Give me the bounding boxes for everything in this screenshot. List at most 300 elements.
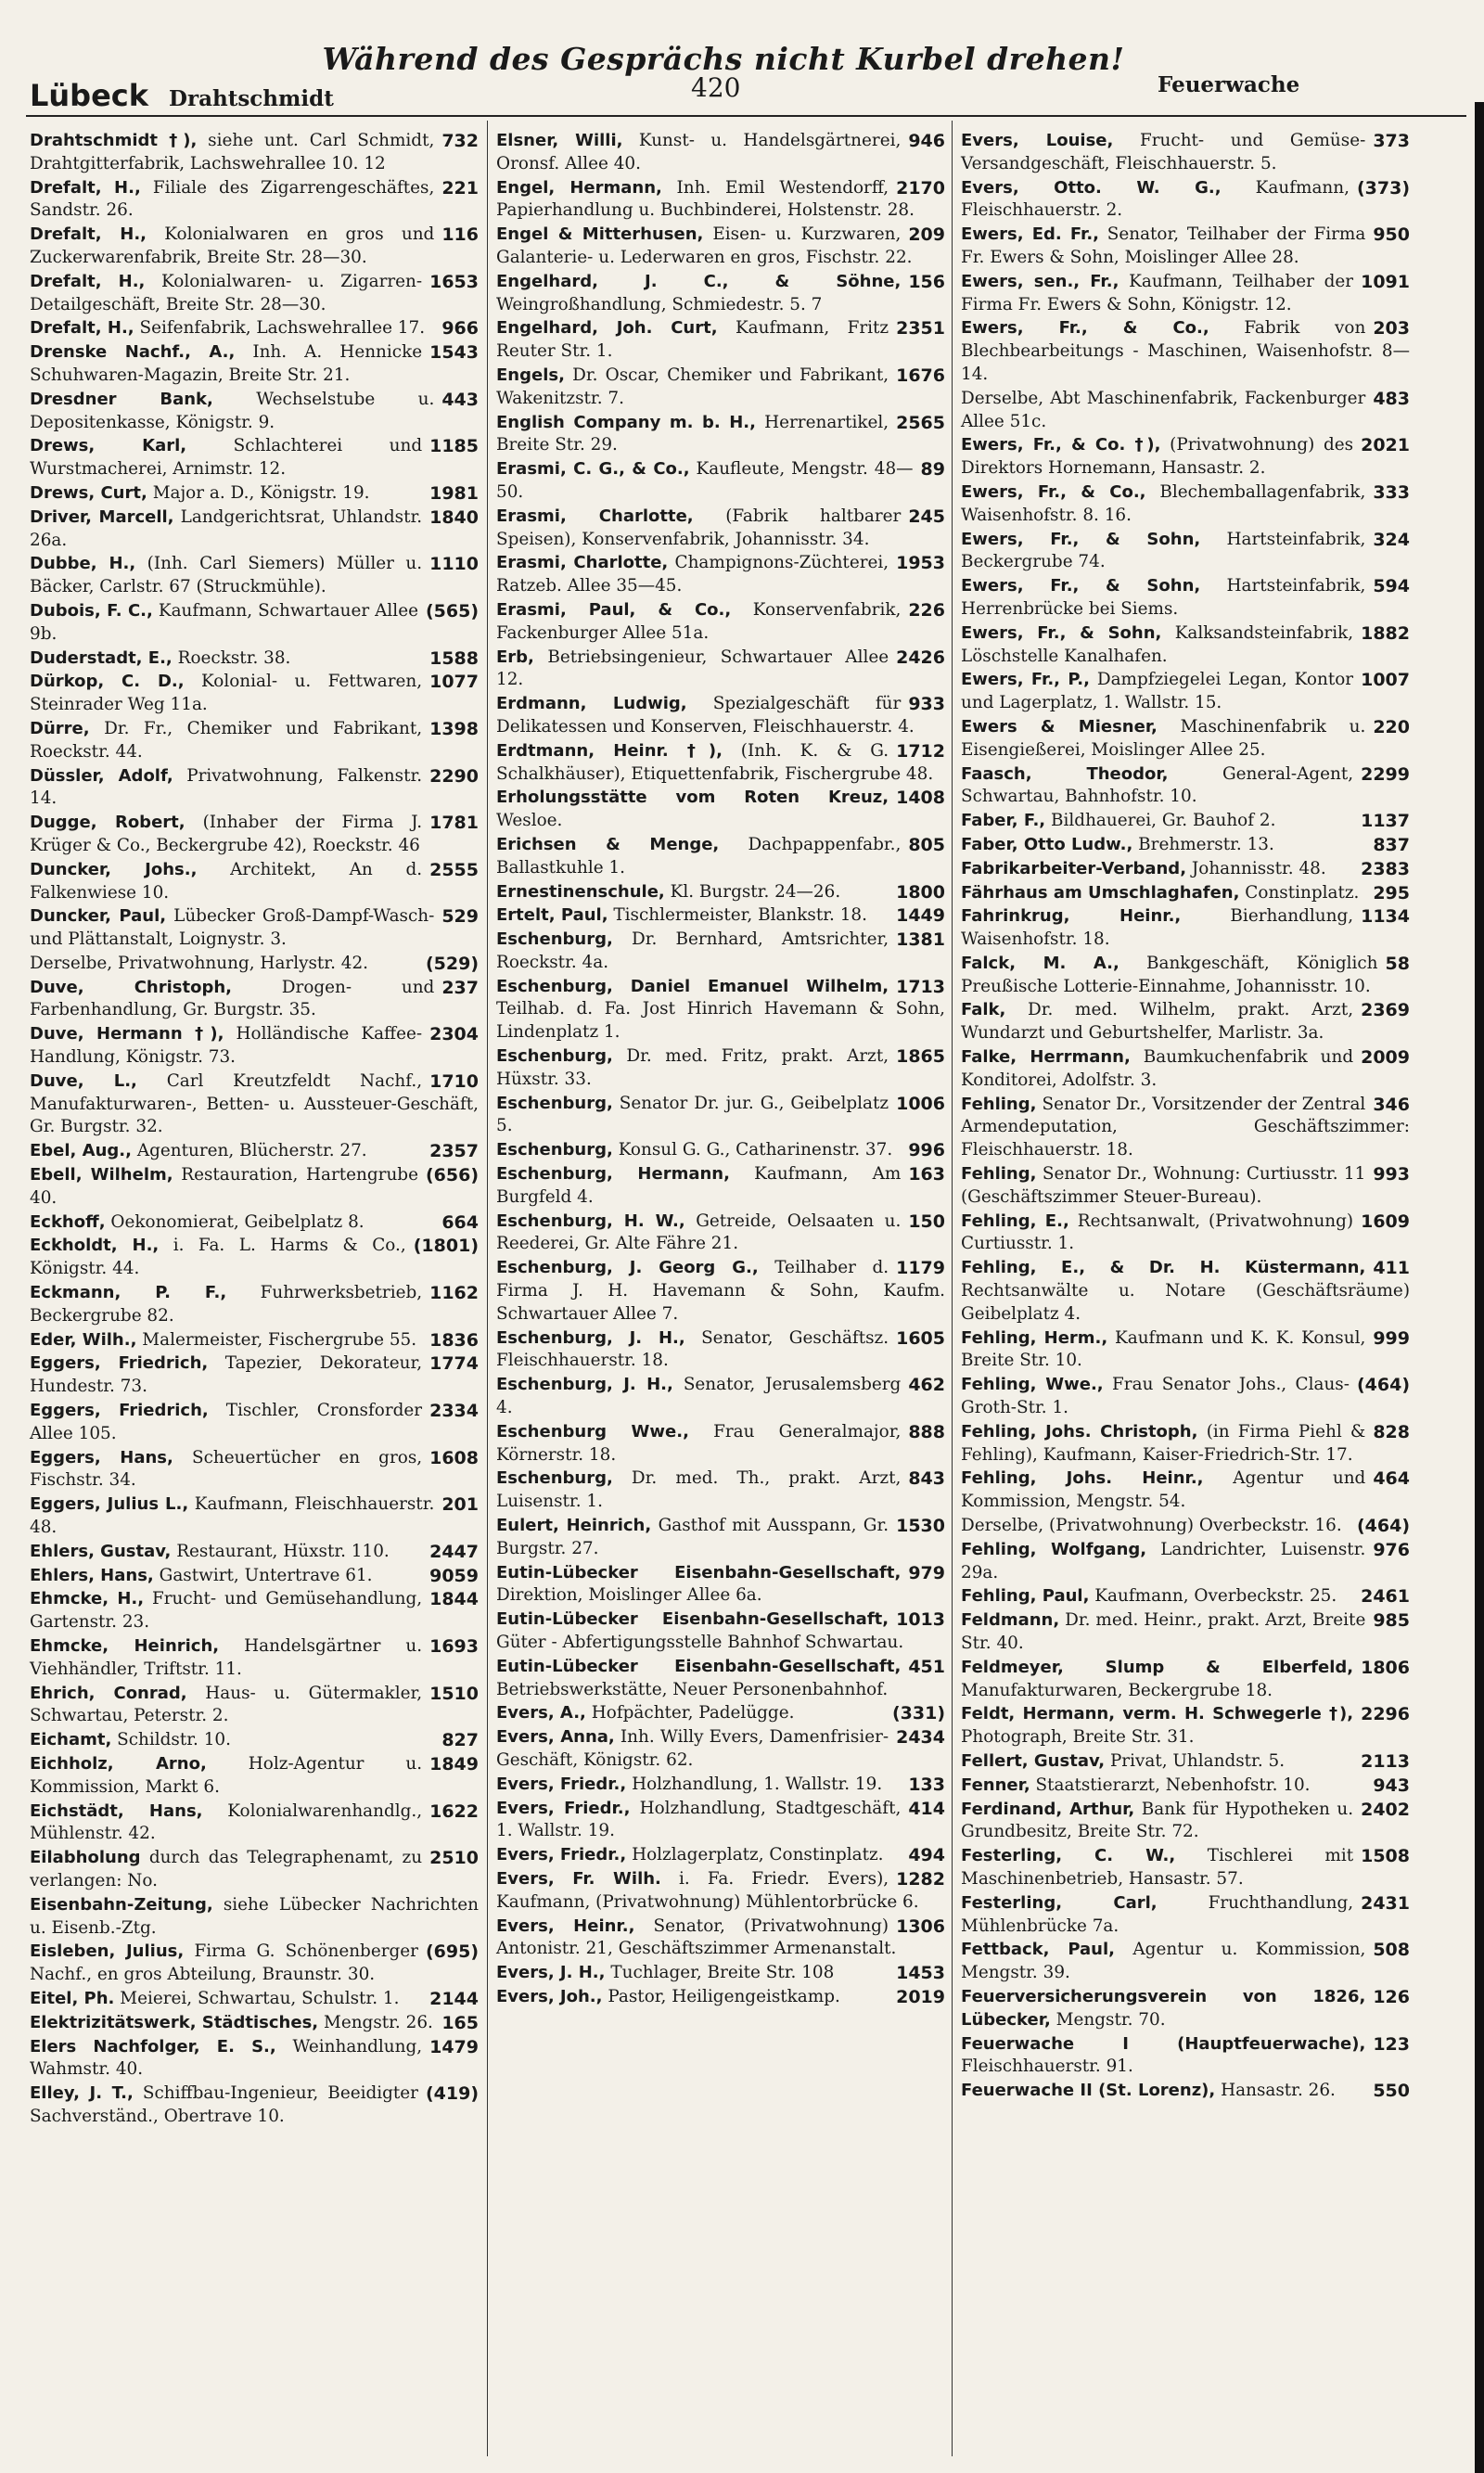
entry-name: Festerling, Carl,	[961, 1892, 1158, 1913]
phone-number: 805	[908, 834, 945, 855]
entry-details: Holländische Kaffee-Handlung, Königstr. 73.	[30, 1024, 423, 1068]
entry-name: Dubbe, H.,	[30, 554, 136, 574]
entry-details: Kaufmann, Fritz Reuter Str. 1.	[496, 318, 889, 362]
entry-name: Eschenburg,	[496, 1046, 613, 1067]
phone-number: 346	[1373, 1094, 1410, 1115]
entry-details: Eisen- u. Kurzwaren, Galanterie- u. Lederwaren en gros, Fischstr. 22.	[496, 224, 913, 267]
directory-entry	[961, 953, 1410, 999]
entry-details: Dr. Fr., Chemiker und Fabrikant, Roeckstr. 44.	[30, 718, 423, 762]
entry-details: Scheuertücher en gros, Fischstr. 34.	[30, 1447, 423, 1491]
phone-number: 732	[441, 131, 479, 151]
entry-details: Landgerichtsrat, Uhlandstr. 26a.	[30, 506, 423, 550]
directory-entry	[30, 718, 479, 764]
entry-name: Ewers, Fr., & Sohn,	[961, 622, 1162, 643]
directory-entry	[30, 435, 479, 481]
entry-details: Fabrik von Blechbearbeitungs - Maschinen, Waisenhofstr. 8—14.	[961, 318, 1410, 384]
entry-details: Maschinenfabrik u. Eisengießerei, Moislinger Allee 25.	[961, 716, 1366, 760]
directory-entry	[961, 130, 1410, 176]
phone-number: 201	[441, 1494, 479, 1516]
entry-details: Tischlermeister, Blankstr. 18.	[613, 905, 867, 926]
directory-entry	[496, 1608, 945, 1655]
entry-details: Hofpächter, Padelügge.	[591, 1703, 795, 1723]
directory-entry	[30, 1753, 479, 1800]
entry-details: Champignons-Züchterei, Ratzeb. Allee 35—45.	[496, 553, 889, 596]
entry-details: Konservenfabrik, Fackenburger Allee 51a.	[496, 599, 902, 643]
entry-name: Eggers, Hans,	[30, 1447, 173, 1467]
directory-entry	[30, 647, 479, 671]
entry-details: Dr. med. Th., prakt. Arzt, Luisenstr. 1.	[496, 1468, 902, 1512]
phone-number: 996	[908, 1140, 945, 1161]
directory-entry	[961, 1257, 1410, 1326]
entry-name: Eschenburg, Hermann,	[496, 1164, 730, 1185]
entry-name: Evers, Fr. Wilh.	[496, 1868, 661, 1889]
entry-name: Ebel, Aug.,	[30, 1141, 132, 1161]
directory-entry	[961, 575, 1410, 621]
entry-name: Evers, Friedr.,	[496, 1798, 631, 1818]
entry-name: Evers, Anna,	[496, 1727, 615, 1748]
phone-number: 1179	[896, 1258, 945, 1279]
directory-entry	[30, 1400, 479, 1446]
entry-details: Derselbe, (Privatwohnung) Overbeckstr. 16.	[961, 1516, 1342, 1536]
phone-number: 126	[1373, 1986, 1410, 2007]
directory-entry	[30, 1729, 479, 1752]
directory-entry	[961, 905, 1410, 952]
directory-entry	[30, 859, 479, 905]
phone-number: 1543	[429, 342, 479, 364]
entry-name: Eschenburg Wwe.,	[496, 1421, 689, 1442]
entry-details: Dampfziegelei Legan, Kontor und Lagerplatz, 1. Wallstr. 15.	[961, 670, 1354, 713]
entry-details: (Inh. Carl Siemers) Müller u. Bäcker, Carlstr. 67 (Struckmühle).	[30, 554, 423, 597]
entry-name: Fehling, Wolfgang,	[961, 1539, 1147, 1559]
entry-details: Dr. Oscar, Chemiker und Fabrikant, Wakenitzstr. 7.	[496, 365, 889, 408]
entry-details: Getreide, Oelsaaten u. Reederei, Gr. Alte Fähre 21.	[496, 1211, 902, 1254]
phone-number: (695)	[425, 1941, 479, 1963]
phone-number: 2144	[429, 1988, 479, 2009]
directory-entry	[496, 647, 945, 693]
directory-entry	[961, 1327, 1410, 1374]
entry-name: Falk,	[961, 1000, 1006, 1020]
entry-name: Drenske Nachf., A.,	[30, 342, 236, 363]
directory-entry	[496, 1562, 945, 1608]
directory-entry	[496, 1327, 945, 1374]
phone-number: 494	[908, 1845, 945, 1866]
entry-name: Elsner, Willi,	[496, 131, 623, 150]
entry-details: Senator, (Privatwohnung) Antonistr. 21, Geschäftszimmer Armenanstalt.	[496, 1916, 897, 1959]
directory-entry	[961, 2033, 1410, 2080]
scan-edge	[1475, 102, 1484, 2473]
directory-entry	[496, 740, 945, 787]
entry-details: Blechemballagenfabrik, Waisenhofstr. 8. 16.	[961, 481, 1366, 525]
phone-number: (529)	[425, 953, 479, 974]
entry-name: Feldt, Hermann, verm. H. Schwegerle †),	[961, 1704, 1354, 1724]
phone-number: (373)	[1356, 177, 1410, 199]
entry-name: Eckmann, P. F.,	[30, 1283, 227, 1303]
directory-entry	[496, 1045, 945, 1092]
entry-name: Drefalt, H.,	[30, 224, 147, 245]
directory-entry	[961, 1703, 1410, 1749]
directory-entry	[30, 317, 479, 340]
entry-name: Fehling, Johs. Christoph,	[961, 1421, 1198, 1442]
entry-details: (Privatwohnung) des Direktors Hornemann, Hansastr. 2.	[961, 435, 1354, 479]
entry-details: Rechtsanwalt, (Privatwohnung) Curtiusstr. 1.	[961, 1211, 1354, 1254]
directory-entry	[961, 1939, 1410, 1985]
entry-details: Kalksandsteinfabrik, Löschstelle Kanalhafen.	[961, 622, 1354, 666]
entry-name: Ertelt, Paul,	[496, 905, 608, 926]
directory-entry	[30, 1941, 479, 1987]
phone-number: 1844	[429, 1589, 479, 1610]
directory-entry	[961, 1539, 1410, 1585]
phone-number: 1449	[896, 905, 945, 927]
directory-entry	[961, 388, 1410, 434]
phone-number: 1007	[1361, 670, 1410, 691]
phone-number: 411	[1373, 1258, 1410, 1279]
column-1	[30, 130, 479, 2130]
entry-details: durch das Telegraphenamt, zu verlangen: No.	[30, 1848, 423, 1890]
directory-entry	[496, 976, 945, 1044]
entry-details: Schlachterei und Wurstmacherei, Arnimstr. 12.	[30, 436, 423, 480]
column-2	[496, 130, 945, 2010]
entry-name: Erdtmann, Heinr. †),	[496, 740, 723, 761]
directory-entry	[30, 506, 479, 553]
directory-entry	[30, 1800, 479, 1847]
directory-entry	[30, 1894, 479, 1941]
entry-name: Feldmeyer, Slump & Elberfeld,	[961, 1657, 1354, 1677]
phone-number: 203	[1373, 318, 1410, 340]
directory-entry	[961, 1046, 1410, 1093]
entry-details: Bank für Hypotheken u. Grundbesitz, Breite Str. 72.	[961, 1799, 1354, 1842]
entry-name: Erichsen & Menge,	[496, 834, 720, 854]
directory-entry	[30, 1070, 479, 1139]
page-slogan: Während des Gesprächs nicht Kurbel drehen!	[322, 41, 1125, 77]
entry-name: Ehmcke, H.,	[30, 1589, 145, 1609]
directory-entry	[496, 1774, 945, 1797]
entry-name: Eulert, Heinrich,	[496, 1516, 652, 1536]
entry-details: Spezialgeschäft für Delikatessen und Konserven, Fleischhauerstr. 4.	[496, 694, 915, 737]
entry-details: Teilhaber d. Firma J. H. Havemann & Sohn, Kaufm. Schwartauer Allee 7.	[496, 1258, 945, 1324]
entry-details: Agentur u. Kommission, Mengstr. 39.	[961, 1940, 1366, 1983]
entry-name: Fehling, Wwe.,	[961, 1375, 1104, 1395]
entry-name: Falke, Herrmann,	[961, 1047, 1131, 1068]
entry-details: Constinplatz.	[1245, 882, 1360, 903]
directory-entry	[30, 1352, 479, 1399]
entry-details: Weingroßhandlung, Schmiedestr. 5. 7	[496, 294, 823, 314]
phone-number: 2447	[429, 1541, 479, 1562]
directory-entry	[30, 341, 479, 388]
entry-details: Derselbe, Privatwohnung, Harlystr. 42.	[30, 953, 369, 973]
entry-name: Eutin-Lübecker Eisenbahn-Gesellschaft,	[496, 1656, 902, 1676]
directory-entry	[30, 953, 479, 976]
entry-details: Kaufmann, Schwartauer Allee 9b.	[30, 600, 418, 644]
entry-name: Eutin-Lübecker Eisenbahn-Gesellschaft,	[496, 1609, 889, 1630]
entry-details: Restaurant, Hüxstr. 110.	[176, 1541, 390, 1561]
entry-details: Derselbe, Abt Maschinenfabrik, Fackenburger Allee 51c.	[961, 388, 1366, 431]
entry-details: Tischler, Cronsforder Allee 105.	[30, 1401, 423, 1443]
phone-number: 1840	[429, 506, 479, 528]
directory-entry	[961, 481, 1410, 528]
phone-number: 89	[920, 459, 945, 481]
entry-details: Seifenfabrik, Lachswehrallee 17.	[139, 318, 426, 339]
entry-details: Manufakturwaren, Beckergrube 18.	[961, 1680, 1273, 1700]
entry-details: Gasthof mit Ausspann, Gr. Burgstr. 27.	[496, 1516, 889, 1558]
directory-entry	[30, 765, 479, 812]
directory-entry	[496, 552, 945, 598]
directory-entry	[496, 929, 945, 975]
entry-name: Feldmann,	[961, 1610, 1060, 1631]
phone-number: 2009	[1361, 1047, 1410, 1069]
phone-number: 165	[441, 2012, 479, 2033]
directory-entry	[961, 1467, 1410, 1514]
phone-number: 2304	[429, 1024, 479, 1045]
phone-number: 550	[1373, 2081, 1410, 2102]
phone-number: 1013	[896, 1609, 945, 1631]
directory-entry	[30, 1282, 479, 1328]
entry-details: Architekt, An d. Falkenwiese 10.	[30, 859, 423, 903]
directory-entry	[961, 1211, 1410, 1257]
entry-details: Kl. Burgstr. 24—26.	[670, 881, 841, 902]
entry-name: Duve, Christoph,	[30, 977, 233, 997]
phone-number: 1381	[896, 929, 945, 951]
phone-number: 1609	[1361, 1211, 1410, 1232]
entry-name: Engelhard, Joh. Curt,	[496, 318, 718, 339]
entry-name: Ewers, Fr., & Sohn,	[961, 576, 1201, 596]
entry-details: Restauration, Hartengrube 40.	[30, 1165, 418, 1208]
phone-number: 1137	[1361, 811, 1410, 832]
entry-details: Senator Dr., Wohnung: Curtiusstr. 11 (Geschäftszimmer Steuer-Bureau).	[961, 1164, 1366, 1207]
entry-details: Dr. med. Heinr., prakt. Arzt, Breite Str. 40.	[961, 1610, 1366, 1653]
directory-entry	[496, 693, 945, 739]
directory-entry	[961, 529, 1410, 575]
directory-entry	[961, 1585, 1410, 1608]
directory-entry	[30, 130, 479, 176]
directory-entry	[961, 177, 1410, 224]
entry-name: Fehling,	[961, 1094, 1037, 1114]
directory-entry	[496, 1868, 945, 1915]
entry-name: Eggers, Friedrich,	[30, 1353, 209, 1374]
header-rule	[26, 115, 1466, 117]
directory-entry	[496, 599, 945, 646]
entry-details: Hansastr. 26.	[1221, 2081, 1336, 2101]
directory-entry	[961, 834, 1410, 857]
entry-name: Evers, Friedr.,	[496, 1774, 627, 1794]
entry-name: Erholungsstätte vom Roten Kreuz,	[496, 788, 889, 808]
phone-number: 837	[1373, 834, 1410, 855]
entry-name: Duncker, Paul,	[30, 906, 167, 927]
directory-entry	[30, 1140, 479, 1163]
phone-number: 237	[441, 977, 479, 998]
entry-details: Kolonialwaren- u. Zigarren-Detailgeschäft, Breite Str. 28—30.	[30, 271, 423, 314]
entry-name: Erasmi, Paul, & Co.,	[496, 599, 732, 620]
phone-number: 1408	[896, 788, 945, 809]
entry-name: Fehling, Johs. Heinr.,	[961, 1468, 1204, 1489]
directory-entry	[30, 1447, 479, 1493]
entry-details: Kaufmann, Teilhaber der Firma Fr. Ewers & Sohn, Königstr. 12.	[961, 271, 1354, 314]
entry-details: Kolonial- u. Fettwaren, Steinrader Weg 11a.	[30, 672, 423, 715]
directory-entry	[496, 1139, 945, 1162]
entry-details: Kaufleute, Mengstr. 48—50.	[496, 459, 914, 502]
entry-name: Erasmi, Charlotte,	[496, 553, 669, 573]
phone-number: 999	[1373, 1327, 1410, 1349]
phone-number: 2402	[1361, 1799, 1410, 1820]
phone-number: 1110	[429, 554, 479, 575]
entry-name: Dugge, Robert,	[30, 813, 186, 833]
phone-number: 226	[908, 599, 945, 621]
entry-name: Faber, F.,	[961, 811, 1046, 831]
phone-number: 133	[908, 1774, 945, 1795]
phone-number: 2369	[1361, 1000, 1410, 1021]
entry-details: Kaufmann, Am Burgfeld 4.	[496, 1164, 902, 1207]
directory-entry	[496, 1163, 945, 1210]
directory-entry	[30, 177, 479, 224]
phone-number: 2555	[429, 859, 479, 880]
directory-entry	[961, 669, 1410, 715]
entry-details: Holzhandlung, Stadtgeschäft, 1. Wallstr. 19.	[496, 1798, 902, 1841]
phone-number: 664	[441, 1211, 479, 1233]
directory-entry	[496, 1211, 945, 1257]
entry-details: Meierei, Schwartau, Schulstr. 1.	[120, 1988, 400, 2008]
directory-entry	[30, 905, 479, 952]
column-3	[961, 130, 1410, 2104]
phone-number: 2113	[1361, 1750, 1410, 1772]
directory-entry	[961, 622, 1410, 669]
phone-number: 1849	[429, 1753, 479, 1775]
entry-name: Eschenburg,	[496, 1140, 613, 1160]
phone-number: 979	[908, 1562, 945, 1583]
phone-number: 1806	[1361, 1657, 1410, 1678]
entry-details: Mengstr. 26.	[324, 2012, 433, 2032]
entry-name: Fehling,	[961, 1164, 1037, 1185]
directory-entry	[961, 810, 1410, 833]
entry-name: Ehrich, Conrad,	[30, 1683, 187, 1703]
entry-name: Erasmi, Charlotte,	[496, 506, 694, 526]
entry-name: Fehling, E.,	[961, 1211, 1069, 1231]
phone-number: 2351	[896, 318, 945, 340]
phone-number: 150	[908, 1211, 945, 1232]
phone-number: 1713	[896, 976, 945, 997]
directory-entry	[496, 881, 945, 904]
phone-number: 950	[1373, 224, 1410, 246]
entry-name: Fehling, Paul,	[961, 1586, 1090, 1607]
directory-entry	[30, 812, 479, 858]
phone-number: 1510	[429, 1683, 479, 1704]
phone-number: 333	[1373, 481, 1410, 503]
directory-entry	[30, 600, 479, 647]
phone-number: 1508	[1361, 1846, 1410, 1867]
phone-number: 1693	[429, 1636, 479, 1657]
entry-name: Eichamt,	[30, 1730, 112, 1750]
phone-number: 1882	[1361, 622, 1410, 644]
phone-number: 1453	[896, 1963, 945, 1984]
entry-details: Staatstierarzt, Nebenhofstr. 10.	[1035, 1775, 1311, 1795]
entry-name: Eilabholung	[30, 1848, 141, 1868]
directory-entry	[496, 834, 945, 880]
phone-number: 2383	[1361, 858, 1410, 879]
directory-entry	[496, 1257, 945, 1326]
entry-details: Hartsteinfabrik, Beckergrube 74.	[961, 529, 1366, 572]
entry-name: Ewers, Fr., & Sohn,	[961, 529, 1201, 549]
entry-name: Ewers, Fr., & Co.,	[961, 318, 1209, 339]
entry-details: Agentur und Kommission, Mengstr. 54.	[961, 1468, 1366, 1512]
phone-number: 123	[1373, 2033, 1410, 2055]
entry-details: Agenturen, Blücherstr. 27.	[136, 1141, 367, 1161]
directory-entry	[961, 1163, 1410, 1210]
entry-details: Senator, Geschäftsz. Fleischhauerstr. 18.	[496, 1327, 889, 1371]
phone-number: 976	[1373, 1539, 1410, 1560]
entry-details: Direktion, Moislinger Allee 6a.	[496, 1585, 762, 1606]
entry-details: Kaufmann und K. K. Konsul, Breite Str. 10.	[961, 1327, 1366, 1371]
entry-details: Kaufmann, Fleischhauerstr. 48.	[30, 1494, 435, 1538]
entry-details: Kaufmann, Overbeckstr. 25.	[1094, 1586, 1337, 1607]
entry-name: Erasmi, C. G., & Co.,	[496, 459, 690, 480]
entry-name: Dubois, F. C.,	[30, 600, 153, 621]
phone-number: 1676	[896, 365, 945, 386]
entry-details: Holzlagerplatz, Constinplatz.	[632, 1845, 884, 1865]
directory-entry	[496, 1844, 945, 1867]
phone-number: 1077	[429, 672, 479, 693]
phone-number: (464)	[1356, 1516, 1410, 1537]
directory-entry	[961, 271, 1410, 317]
directory-entry	[961, 763, 1410, 810]
entry-name: Eschenburg, J. Georg G.,	[496, 1258, 759, 1278]
entry-name: Ewers & Miesner,	[961, 716, 1158, 737]
phone-number: 9059	[429, 1565, 479, 1586]
phone-number: (565)	[425, 600, 479, 621]
phone-number: 1836	[429, 1329, 479, 1351]
phone-number: 2357	[429, 1141, 479, 1162]
entry-details: Hartsteinfabrik, Herrenbrücke bei Siems.	[961, 576, 1366, 619]
entry-name: Ewers, sen., Fr.,	[961, 271, 1119, 291]
entry-details: Dachpappenfabr., Ballastkuhle 1.	[496, 834, 902, 878]
entry-name: Ewers, Ed. Fr.,	[961, 224, 1100, 245]
phone-number: 1479	[429, 2036, 479, 2057]
phone-number: 594	[1373, 576, 1410, 597]
entry-name: Falck, M. A.,	[961, 953, 1119, 973]
entry-details: Holzhandlung, 1. Wallstr. 19.	[632, 1774, 883, 1794]
entry-details: Lübecker Groß-Dampf-Wasch- und Plättanstalt, Loignystr. 3.	[30, 906, 435, 950]
phone-number: 1006	[896, 1093, 945, 1114]
entry-name: Ewers, Fr., & Co.,	[961, 481, 1146, 502]
entry-name: Ewers, Fr., P.,	[961, 670, 1090, 690]
entry-name: Duve, L.,	[30, 1070, 137, 1091]
entry-name: Evers, J. H.,	[496, 1963, 606, 1983]
directory-entry	[961, 1986, 1410, 2032]
phone-number: 1588	[429, 647, 479, 669]
entry-details: Fuhrwerksbetrieb, Beckergrube 82.	[30, 1283, 423, 1326]
directory-entry	[30, 1847, 479, 1893]
entry-details: Oekonomierat, Geibelplatz 8.	[110, 1211, 365, 1232]
entry-name: Drews, Karl,	[30, 436, 187, 456]
phone-number: 116	[441, 224, 479, 246]
entry-details: Kaufmann, Fleischhauerstr. 2.	[961, 177, 1350, 221]
entry-details: Senator, Jerusalemsberg 4.	[496, 1375, 902, 1418]
entry-name: Eschenburg,	[496, 1468, 613, 1489]
entry-name: Fehling, Herm.,	[961, 1327, 1108, 1348]
entry-name: Eschenburg, J. H.,	[496, 1327, 685, 1348]
directory-entry	[30, 1541, 479, 1564]
phone-number: 1774	[429, 1353, 479, 1375]
phone-number: 843	[908, 1468, 945, 1490]
directory-entry	[30, 2036, 479, 2082]
entry-details: Wesloe.	[496, 811, 563, 831]
entry-name: Engelhard, J. C., & Söhne,	[496, 271, 902, 291]
directory-entry	[30, 1329, 479, 1352]
entry-name: Dürkop, C. D.,	[30, 672, 185, 692]
entry-details: siehe unt. Carl Schmidt, Drahtgitterfabrik, Lachswehrallee 10. 12	[30, 131, 435, 173]
entry-name: Ernestinenschule,	[496, 881, 665, 902]
entry-name: Engels,	[496, 365, 565, 385]
entry-details: Brehmerstr. 13.	[1138, 834, 1274, 854]
entry-name: English Company m. b. H.,	[496, 412, 756, 432]
phone-number: 464	[1373, 1468, 1410, 1490]
